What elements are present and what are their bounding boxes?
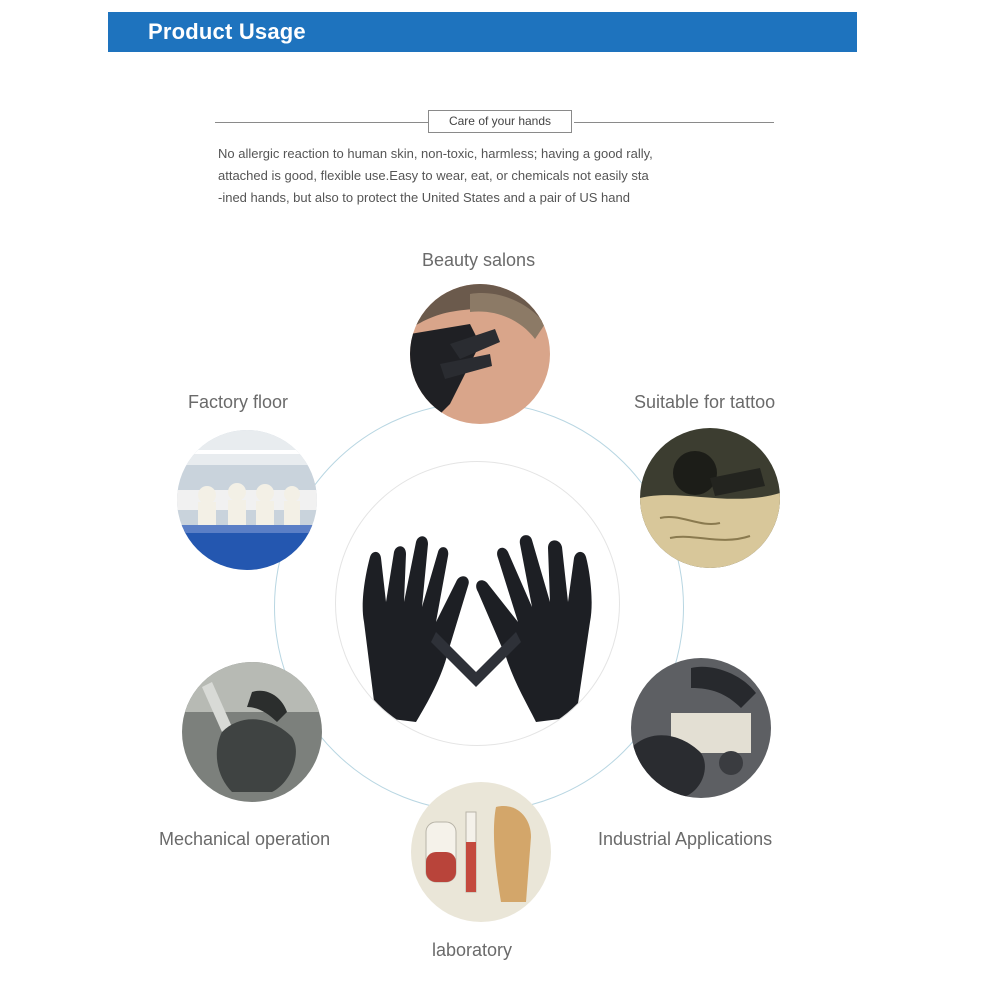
factory-floor-photo: [177, 430, 317, 570]
lab-test-tubes-icon: [411, 782, 551, 922]
description-text: [218, 143, 778, 209]
center-gloves-image: [335, 461, 620, 746]
description-line: No allergic reaction to human skin, non-toxic, harmless; having a good rally,: [218, 146, 653, 161]
subtitle-rule-left: [215, 122, 428, 123]
label-tattoo: Suitable for tattoo: [634, 392, 776, 412]
beauty-salon-photo: [410, 284, 550, 424]
description-line: -ined hands, but also to protect the United States and a pair of US hand: [218, 190, 630, 205]
subtitle-rule-right: [574, 122, 774, 123]
label-factory-floor: Factory floor: [188, 392, 289, 412]
tattoo-artist-icon: [640, 428, 780, 568]
industrial-photo: [631, 658, 771, 798]
mechanical-operation-photo: [182, 662, 322, 802]
factory-workers-icon: [177, 430, 317, 570]
label-laboratory: laboratory: [432, 940, 513, 960]
label-industrial-applications: Industrial Applications: [598, 829, 773, 849]
section-banner: [108, 12, 857, 52]
black-gloves-icon: [336, 462, 620, 746]
label-mechanical-operation: Mechanical operation: [159, 829, 331, 849]
glove-hair-icon: [410, 284, 550, 424]
glove-machine-icon: [631, 658, 771, 798]
subtitle-box: Care of your hands: [428, 110, 572, 133]
tattoo-photo: [640, 428, 780, 568]
glove-tool-icon: [182, 662, 322, 802]
label-beauty-salons: Beauty salons: [422, 250, 536, 270]
laboratory-photo: [411, 782, 551, 922]
section-title: Product Usage: [148, 19, 306, 44]
description-line: attached is good, flexible use.Easy to wear, eat, or chemicals not easily sta: [218, 168, 649, 183]
